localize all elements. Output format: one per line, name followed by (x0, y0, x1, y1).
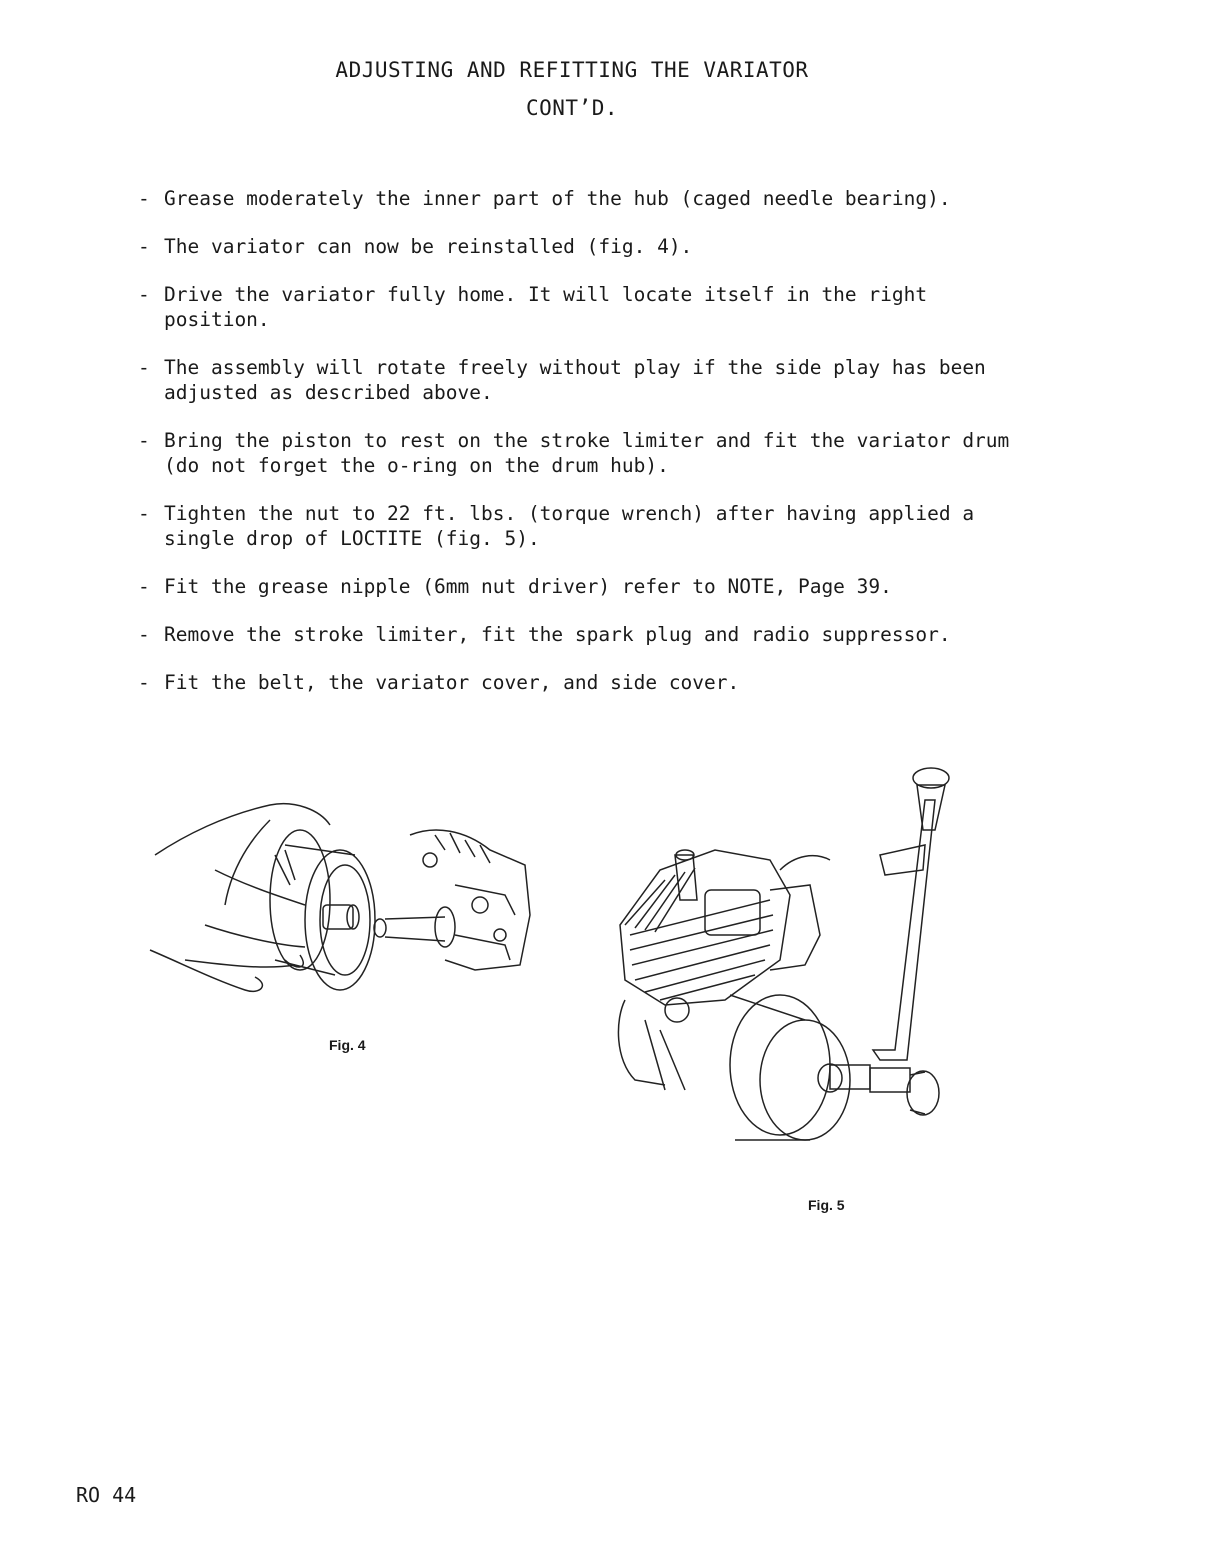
instruction-text: Remove the stroke limiter, fit the spark plug and radio suppressor. (164, 623, 951, 646)
instruction-item (138, 670, 1038, 695)
instruction-item (138, 622, 1038, 647)
list-dash: - (138, 356, 150, 379)
page-title: ADJUSTING AND REFITTING THE VARIATOR (335, 58, 809, 82)
list-dash: - (138, 623, 150, 646)
instruction-list (138, 186, 1038, 718)
figure-4-illustration (145, 795, 545, 1000)
instruction-text: The assembly will rotate freely without play if the side play has been adjusted as described above. (164, 356, 986, 404)
instruction-text: Drive the variator fully home. It will locate itself in the right position. (164, 283, 928, 331)
instruction-text: The variator can now be reinstalled (fig. 4). (164, 235, 693, 258)
list-dash: - (138, 575, 150, 598)
page-number: RO 44 (76, 1483, 137, 1507)
instruction-text: Grease moderately the inner part of the hub (caged needle bearing). (164, 187, 951, 210)
list-dash: - (138, 502, 150, 525)
instruction-item (138, 282, 1038, 332)
instruction-item (138, 501, 1038, 551)
instruction-text: Fit the belt, the variator cover, and side cover. (164, 671, 740, 694)
list-dash: - (138, 235, 150, 258)
figure-5-illustration (605, 760, 965, 1155)
instruction-text: Tighten the nut to 22 ft. lbs. (torque wrench) after having applied a single drop of LOCTITE (fig. 5). (164, 502, 975, 550)
instruction-item (138, 234, 1038, 259)
page-subtitle: CONT’D. (525, 96, 618, 120)
figure-5-caption: Fig. 5 (808, 1197, 845, 1213)
list-dash: - (138, 671, 150, 694)
instruction-item (138, 355, 1038, 405)
instruction-text: Fit the grease nipple (6mm nut driver) refer to NOTE, Page 39. (164, 575, 892, 598)
instruction-item (138, 574, 1038, 599)
instruction-item (138, 428, 1038, 478)
instruction-text: Bring the piston to rest on the stroke limiter and fit the variator drum (do not forget the o-ring on the drum hub). (164, 429, 1010, 477)
figure-4-caption: Fig. 4 (329, 1037, 366, 1053)
instruction-item (138, 186, 1038, 211)
list-dash: - (138, 187, 150, 210)
list-dash: - (138, 429, 150, 452)
list-dash: - (138, 283, 150, 306)
